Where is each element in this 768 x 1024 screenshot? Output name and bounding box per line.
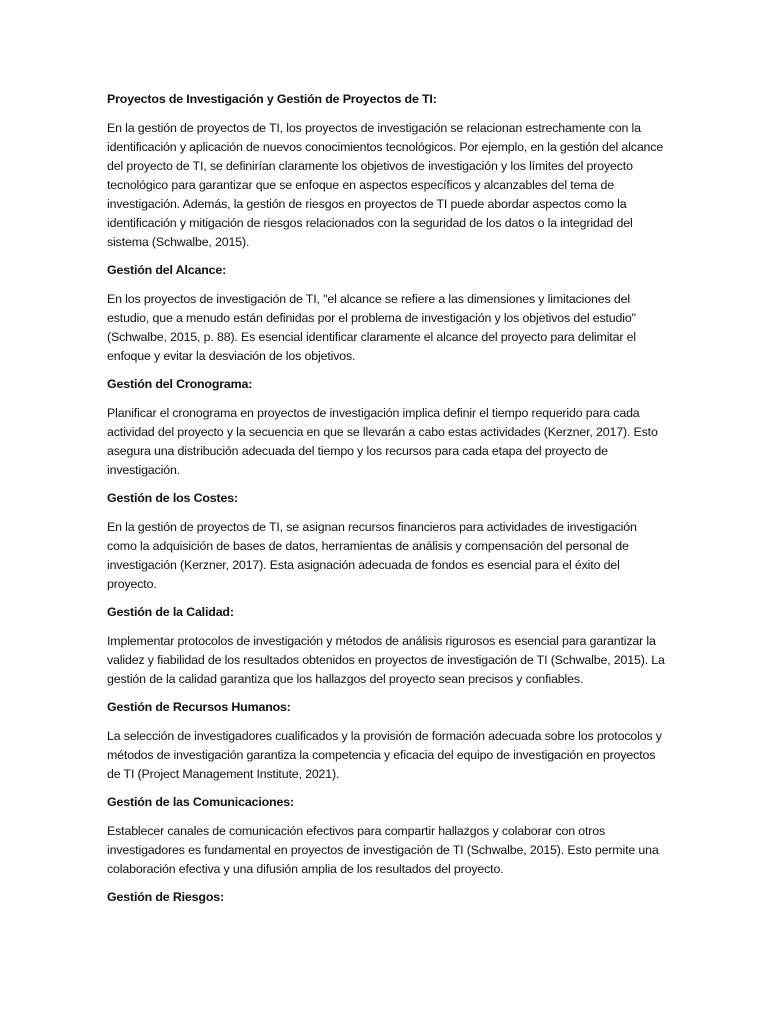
section-cost-management bbox=[107, 489, 667, 594]
document-page bbox=[107, 90, 667, 917]
section-body: Implementar protocolos de investigación y métodos de análisis rigurosos es esencial para garantizar la validez y fiabilidad de los resultados obtenidos en proyectos de investigación de TI (Schwalbe, 2015). La gestión de la calidad garantiza que los hallazgos del proyecto sean precisos y confiables. bbox=[107, 634, 665, 686]
section-heading: Gestión de la Calidad: bbox=[107, 605, 234, 619]
section-scope-management bbox=[107, 261, 667, 366]
section-communications bbox=[107, 793, 667, 879]
section-body: En la gestión de proyectos de TI, los proyectos de investigación se relacionan estrechamente con la identificación y aplicación de nuevos conocimientos tecnológicos. Por ejemplo, en la gestión del alcance del proyecto de TI, se definirían claramente los objetivos de investigación y los límites del proyecto tecnológico para garantizar que se enfoque en aspectos específicos y alcanzables del tema de investigación. Además, la gestión de riesgos en proyectos de TI puede abordar aspectos como la identificación y mitigación de riesgos relacionados con la seguridad de los datos o la integridad del sistema (Schwalbe, 2015). bbox=[107, 121, 664, 249]
section-body: En la gestión de proyectos de TI, se asignan recursos financieros para actividades de investigación como la adquisición de bases de datos, herramientas de análisis y compensación del personal de investigación (Kerzner, 2017). Esta asignación adecuada de fondos es esencial para el éxito del proyecto. bbox=[107, 520, 637, 591]
section-quality-management bbox=[107, 603, 667, 689]
section-body: Establecer canales de comunicación efectivos para compartir hallazgos y colaborar con otros investigadores es fundamental en proyectos de investigación de TI (Schwalbe, 2015). Esto permite una colaboración efectiva y una difusión amplia de los resultados del proyecto. bbox=[107, 824, 659, 876]
section-human-resources bbox=[107, 698, 667, 784]
section-schedule-management bbox=[107, 375, 667, 480]
section-body: La selección de investigadores cualificados y la provisión de formación adecuada sobre los protocolos y métodos de investigación garantiza la competencia y eficacia del equipo de investigación en proyectos de TI (Project Management Institute, 2021). bbox=[107, 729, 662, 781]
section-heading: Gestión de Riesgos: bbox=[107, 890, 224, 904]
section-heading: Gestión de los Costes: bbox=[107, 491, 238, 505]
section-heading: Proyectos de Investigación y Gestión de Proyectos de TI: bbox=[107, 92, 437, 106]
section-body: En los proyectos de investigación de TI, "el alcance se refiere a las dimensiones y limitaciones del estudio, que a menudo están definidas por el problema de investigación y los objetivos del estudio" (Schwalbe, 2015, p. 88). Es esencial identificar claramente el alcance del proyecto para delimitar el enfoque y evitar la desviación de los objetivos. bbox=[107, 292, 636, 363]
section-heading: Gestión del Cronograma: bbox=[107, 377, 253, 391]
section-heading: Gestión de las Comunicaciones: bbox=[107, 795, 294, 809]
section-risk-management bbox=[107, 888, 667, 907]
section-body: Planificar el cronograma en proyectos de investigación implica definir el tiempo requerido para cada actividad del proyecto y la secuencia en que se llevarán a cabo estas actividades (Kerzner, 2017). Esto asegura una distribución adecuada del tiempo y los recursos para cada etapa del proyecto de investigación. bbox=[107, 406, 658, 477]
section-heading: Gestión del Alcance: bbox=[107, 263, 227, 277]
section-heading: Gestión de Recursos Humanos: bbox=[107, 700, 291, 714]
section-research-projects bbox=[107, 90, 667, 252]
